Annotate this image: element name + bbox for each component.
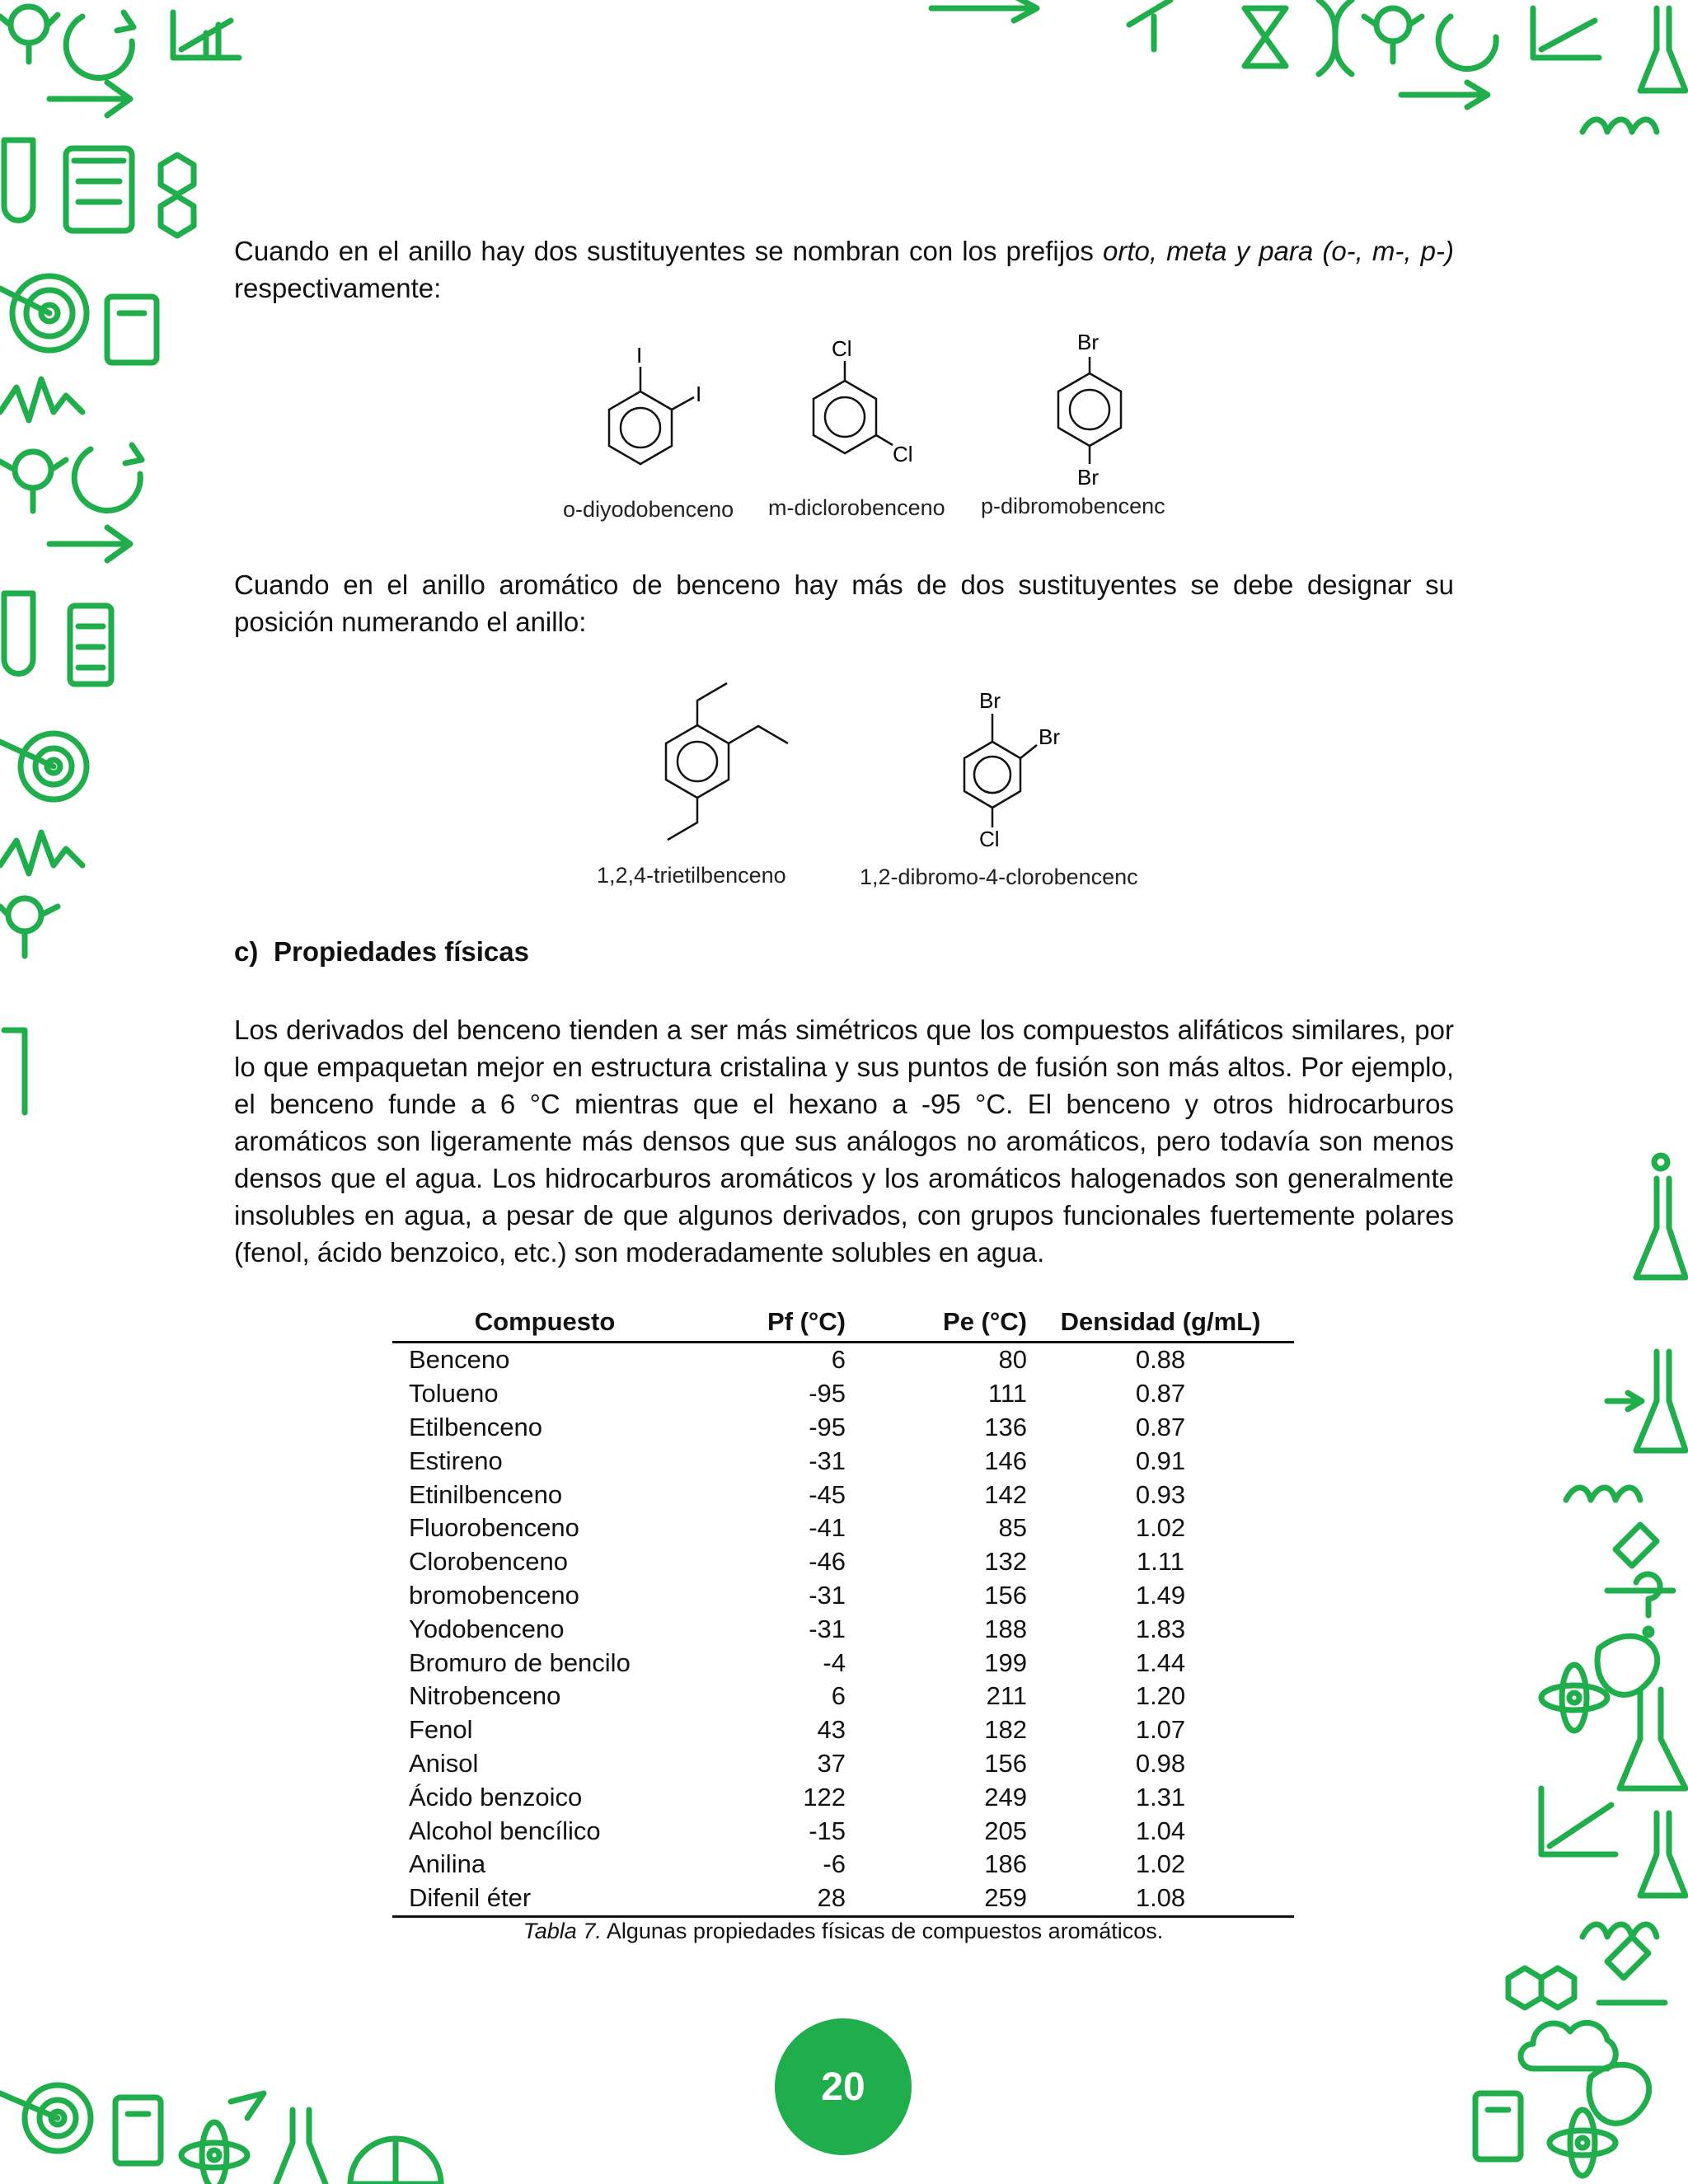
cell-compuesto: Ácido benzoico — [409, 1782, 583, 1811]
intro-text-end: respectivamente: — [234, 273, 442, 303]
cell-compuesto: Fluorobenceno — [409, 1513, 579, 1543]
intro-italic-text: orto, meta y para (o-, m-, p-) — [1103, 236, 1455, 266]
microscope-icon — [1599, 1937, 1665, 2003]
table-row — [392, 1511, 1294, 1545]
multi-substituent-paragraph: Cuando en el anillo aromático de benceno hay más de dos sustituyentes se debe designar su posición numerando el anillo: — [234, 569, 1454, 637]
cell-pf: -6 — [823, 1849, 846, 1879]
table-row — [392, 1579, 1294, 1613]
cell-densidad: 1.83 — [1135, 1614, 1186, 1643]
table-row — [392, 1377, 1294, 1411]
table-row — [392, 1411, 1294, 1445]
cell-pe: 111 — [987, 1379, 1027, 1408]
table-caption-text: Algunas propiedades físicas de compuestos aromáticos. — [601, 1919, 1164, 1943]
cell-densidad: 1.44 — [1135, 1647, 1186, 1677]
cell-densidad: 1.20 — [1135, 1681, 1186, 1711]
cell-pe: 132 — [984, 1547, 1027, 1577]
section-letter: c) — [234, 936, 259, 967]
cell-pf: -15 — [809, 1816, 846, 1845]
microscope-icon — [1607, 1525, 1673, 1591]
cell-compuesto: Anisol — [409, 1748, 479, 1778]
cell-compuesto: Alcohol bencílico — [409, 1816, 601, 1845]
dbc-cl-label: Cl — [979, 827, 1000, 851]
dbc-br2-label: Br — [1039, 724, 1060, 749]
cell-pf: 6 — [831, 1345, 846, 1375]
atom-icon — [181, 2122, 247, 2184]
arrow-icon — [49, 82, 130, 115]
recycle-icon — [66, 12, 134, 77]
question-icon — [1636, 1574, 1660, 1635]
cell-pf: -95 — [809, 1379, 846, 1408]
flask-icon — [1620, 1690, 1686, 1788]
target-icon — [0, 733, 87, 799]
section-heading — [234, 936, 529, 968]
molecule-icon — [0, 7, 58, 62]
cell-compuesto: Fenol — [409, 1715, 473, 1745]
cell-pe: 142 — [984, 1479, 1027, 1509]
table-row — [392, 1882, 1294, 1916]
cell-pe: 146 — [984, 1446, 1027, 1475]
triethylbenzene-name: 1,2,4-trietilbenceno — [597, 863, 786, 888]
atom-icon — [1550, 2110, 1615, 2176]
cell-densidad: 0.91 — [1135, 1446, 1186, 1475]
ortho-sub2-label: I — [696, 382, 702, 406]
meta-sub2-label: Cl — [893, 442, 913, 466]
table-row — [392, 1780, 1294, 1814]
para-name: p-dibromobencenc — [981, 494, 1165, 518]
calculator-icon — [70, 606, 111, 684]
cell-pf: -46 — [809, 1547, 846, 1577]
leaf-icon — [1597, 1636, 1658, 1694]
flask-icon — [1636, 1155, 1686, 1277]
cell-densidad: 0.93 — [1135, 1479, 1186, 1509]
test-tube-icon — [4, 1030, 25, 1113]
table-row — [392, 1713, 1294, 1747]
page-number-badge — [775, 2018, 912, 2155]
coil-icon — [1582, 120, 1657, 132]
para-structure — [1039, 326, 1137, 499]
flask-icon — [1640, 1813, 1686, 1896]
flask-icon — [276, 2110, 326, 2184]
cell-pf: -31 — [809, 1580, 846, 1610]
cell-compuesto: Etilbenceno — [409, 1412, 543, 1441]
cell-compuesto: Bromuro de bencilo — [409, 1647, 631, 1677]
arrow-icon — [931, 0, 1037, 21]
cell-pf: -31 — [809, 1446, 846, 1475]
cell-pe: 136 — [984, 1412, 1027, 1441]
table-row — [392, 1444, 1294, 1478]
cell-pf: -4 — [823, 1647, 846, 1677]
cell-pe: 259 — [846, 1882, 1027, 1916]
chart-icon — [1533, 8, 1599, 58]
cell-pe: 156 — [984, 1748, 1027, 1778]
cell-pe: 186 — [984, 1849, 1027, 1879]
arrow-icon — [1607, 1393, 1642, 1409]
cell-densidad: 1.08 — [1027, 1882, 1294, 1916]
cell-pe: 80 — [998, 1345, 1027, 1375]
cell-densidad: 1.02 — [1135, 1849, 1186, 1879]
meta-structure — [795, 330, 935, 470]
cell-densidad: 1.31 — [1135, 1782, 1186, 1811]
cell-pf: 122 — [803, 1782, 846, 1811]
properties-table — [392, 1304, 1294, 1918]
table-row — [392, 1646, 1294, 1680]
cell-pf: 43 — [817, 1715, 846, 1745]
ortho-structure — [593, 346, 725, 470]
flask-icon — [1640, 8, 1686, 91]
flask-icon — [1636, 1352, 1686, 1451]
cell-pe: 249 — [984, 1782, 1027, 1811]
cell-pf: 6 — [831, 1681, 846, 1711]
cell-pe: 156 — [984, 1580, 1027, 1610]
table-row — [392, 1612, 1294, 1646]
calculator-icon — [66, 148, 132, 231]
atom-icon — [1541, 1665, 1607, 1731]
ortho-sub1-label: I — [636, 346, 643, 368]
cell-compuesto: Yodobenceno — [409, 1614, 565, 1643]
header-densidad: Densidad (g/mL) — [1027, 1304, 1294, 1343]
wave-icon — [0, 832, 82, 874]
chart-icon — [1541, 1788, 1615, 1854]
table-body — [392, 1343, 1294, 1917]
meta-sub1-label: Cl — [832, 336, 852, 361]
cloud-icon — [1521, 2022, 1615, 2069]
cell-compuesto: Difenil éter — [392, 1882, 697, 1916]
table-row — [392, 1478, 1294, 1511]
para-sub1-label: Br — [1077, 330, 1099, 354]
table-row — [392, 1848, 1294, 1882]
cell-compuesto: Clorobenceno — [409, 1547, 569, 1577]
cell-pe: 182 — [984, 1715, 1027, 1745]
table-row — [392, 1680, 1294, 1713]
table-row — [392, 1343, 1294, 1377]
cell-compuesto: Tolueno — [409, 1379, 499, 1408]
coil-icon — [1582, 1924, 1657, 1937]
cell-pf: -45 — [809, 1479, 846, 1509]
wave-icon — [0, 379, 82, 420]
cell-densidad: 0.88 — [1135, 1345, 1186, 1375]
table-caption-label: Tabla 7. — [523, 1919, 602, 1943]
globe-icon — [350, 2139, 441, 2184]
cell-densidad: 1.07 — [1135, 1715, 1186, 1745]
dna-icon — [1319, 0, 1352, 74]
recycle-icon — [74, 445, 142, 510]
molecule-icon — [1364, 8, 1422, 62]
hourglass-icon — [1245, 8, 1286, 66]
chart-icon — [173, 12, 239, 58]
cell-densidad: 1.49 — [1135, 1580, 1186, 1610]
table-row — [392, 1814, 1294, 1848]
cell-compuesto: Etinilbenceno — [409, 1479, 563, 1509]
table-row — [392, 1545, 1294, 1579]
hexagon-icon — [161, 155, 194, 236]
cell-pf: 37 — [817, 1748, 846, 1778]
cell-densidad: 1.11 — [1136, 1547, 1185, 1577]
cell-compuesto: Anilina — [409, 1849, 486, 1879]
test-tube-icon — [4, 593, 33, 674]
dibromochlorobenzene-name: 1,2-dibromo-4-clorobencenc — [860, 865, 1138, 889]
cell-compuesto: bromobenceno — [409, 1580, 579, 1610]
header-compuesto: Compuesto — [392, 1304, 697, 1343]
cell-compuesto: Benceno — [409, 1345, 510, 1375]
cell-pe: 199 — [984, 1647, 1027, 1677]
header-pf: Pf (°C) — [697, 1304, 846, 1343]
table-header-row — [392, 1304, 1294, 1343]
arrow-icon — [49, 527, 130, 560]
coil-icon — [1566, 1488, 1640, 1500]
cell-densidad: 1.04 — [1135, 1816, 1186, 1845]
target-icon — [0, 276, 87, 350]
cell-pe: 85 — [998, 1513, 1027, 1543]
cell-compuesto: Estireno — [409, 1446, 503, 1475]
leaf-icon — [231, 2093, 264, 2118]
book-icon — [107, 297, 157, 363]
cell-densidad: 0.87 — [1135, 1412, 1186, 1441]
dibromochlorobenzene-structure — [940, 684, 1088, 857]
page-number: 20 — [821, 2064, 865, 2109]
cell-pe: 205 — [984, 1816, 1027, 1845]
cell-densidad: 0.87 — [1135, 1379, 1186, 1408]
recycle-icon — [1438, 16, 1496, 69]
cell-densidad: 0.98 — [1135, 1748, 1186, 1778]
header-pe: Pe (°C) — [846, 1304, 1027, 1343]
triethylbenzene-structure — [643, 672, 799, 853]
para-sub2-label: Br — [1077, 465, 1099, 490]
test-tube-icon — [4, 140, 33, 221]
table-row — [392, 1747, 1294, 1781]
dbc-br1-label: Br — [979, 688, 1001, 713]
meta-name: m-diclorobenceno — [768, 495, 945, 520]
molecule-icon — [0, 898, 58, 956]
section-title: Propiedades físicas — [274, 936, 529, 967]
cell-pf: -41 — [809, 1513, 846, 1543]
cell-pf: 28 — [697, 1882, 846, 1916]
book-icon — [1475, 2093, 1521, 2159]
intro-text: Cuando en el anillo hay dos sustituyentes se nombran con los prefijos — [234, 236, 1104, 266]
ortho-name: o-diyodobenceno — [563, 497, 734, 522]
chart-icon — [1129, 0, 1170, 49]
cell-compuesto: Nitrobenceno — [409, 1681, 561, 1711]
leaf-icon — [1589, 2064, 1649, 2123]
hexagon-icon — [1508, 1968, 1574, 2008]
intro-paragraph — [234, 232, 1454, 307]
cell-densidad: 1.02 — [1135, 1513, 1186, 1543]
cell-pe: 188 — [984, 1614, 1027, 1643]
table-caption — [392, 1919, 1294, 1944]
arrow-icon — [1401, 82, 1488, 107]
target-icon — [0, 2085, 91, 2151]
cell-pf: -31 — [809, 1614, 846, 1643]
book-icon — [115, 2097, 161, 2163]
cell-pe: 211 — [986, 1681, 1027, 1711]
properties-paragraph: Los derivados del benceno tienden a ser más simétricos que los compuestos alifáticos similares, por lo que empaquetan mejor en estructura cristalina y sus puntos de fusión son más altos. Por ejemplo, el benceno funde a 6 °C mientras que el hexano a -95 °C. El benceno y otros hidrocarburos aromáticos son ligeramente más densos que sus análogos no aromáticos, pero todavía son menos densos que el agua. Los hidrocarburos aromáticos y los aromáticos halogenados son generalmente insolubles en agua, a pesar de que algunos derivados, con grupos funcionales fuertemente polares (fenol, ácido benzoico, etc.) son moderadamente solubles en agua. — [234, 1015, 1454, 1268]
molecule-icon — [0, 452, 66, 511]
cell-pf: -95 — [809, 1412, 846, 1441]
